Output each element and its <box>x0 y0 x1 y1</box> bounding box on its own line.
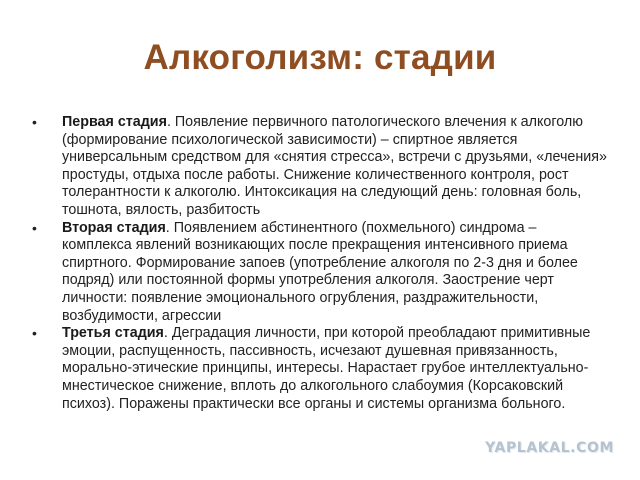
stages-list <box>30 114 610 413</box>
stage-term: Первая стадия <box>62 114 167 130</box>
stage-description: . Деградация личности, при которой преобладают примитивные эмоции, распущенность, пассивность, исчезают душевная привязанность, морально-этические принципы, интересы. Нарастает грубое интеллектуально-мнестическое снижение, вплоть до алкогольного слабоумия (Корсаковский психоз). Поражены практически все органы и системы организма больного. <box>62 325 591 412</box>
stage-term: Вторая стадия <box>62 219 166 236</box>
slide-title: Алкоголизм: стадии <box>143 38 497 77</box>
bullet-icon: • <box>32 114 37 130</box>
stage-term: Третья стадия <box>62 325 164 342</box>
stage-description: . Появлением абстинентного (похмельного) синдрома – комплекса явлений возникающих после прекращения интенсивного приема спиртного. Формирование запоев (употребление алкоголя по 2-3 дня и более подряд) или постоянной формы употребления алкоголя. Заострение черт личности: появление эмоционального огрубления, раздражительности, возбудимости, агрессии <box>62 219 578 324</box>
stage-item-third <box>30 325 610 413</box>
stage-item-second <box>30 220 610 326</box>
bullet-icon: • <box>32 325 37 342</box>
bullet-icon: • <box>32 219 37 236</box>
stage-item-first <box>30 114 610 220</box>
site-watermark: YAPLAKAL.COM <box>485 440 614 456</box>
stage-description: . Появление первичного патологического влечения к алкоголю (формирование психологической зависимости) – спиртное является универсальным средством для «снятия стресса», встречи с друзьями, «лечения» простуды, отдыха после работы. Снижение количественного контроля, рост толерантности к алкоголю. Интоксикация на следующий день: головная боль, тошнота, вялость, разбитость <box>62 114 607 218</box>
